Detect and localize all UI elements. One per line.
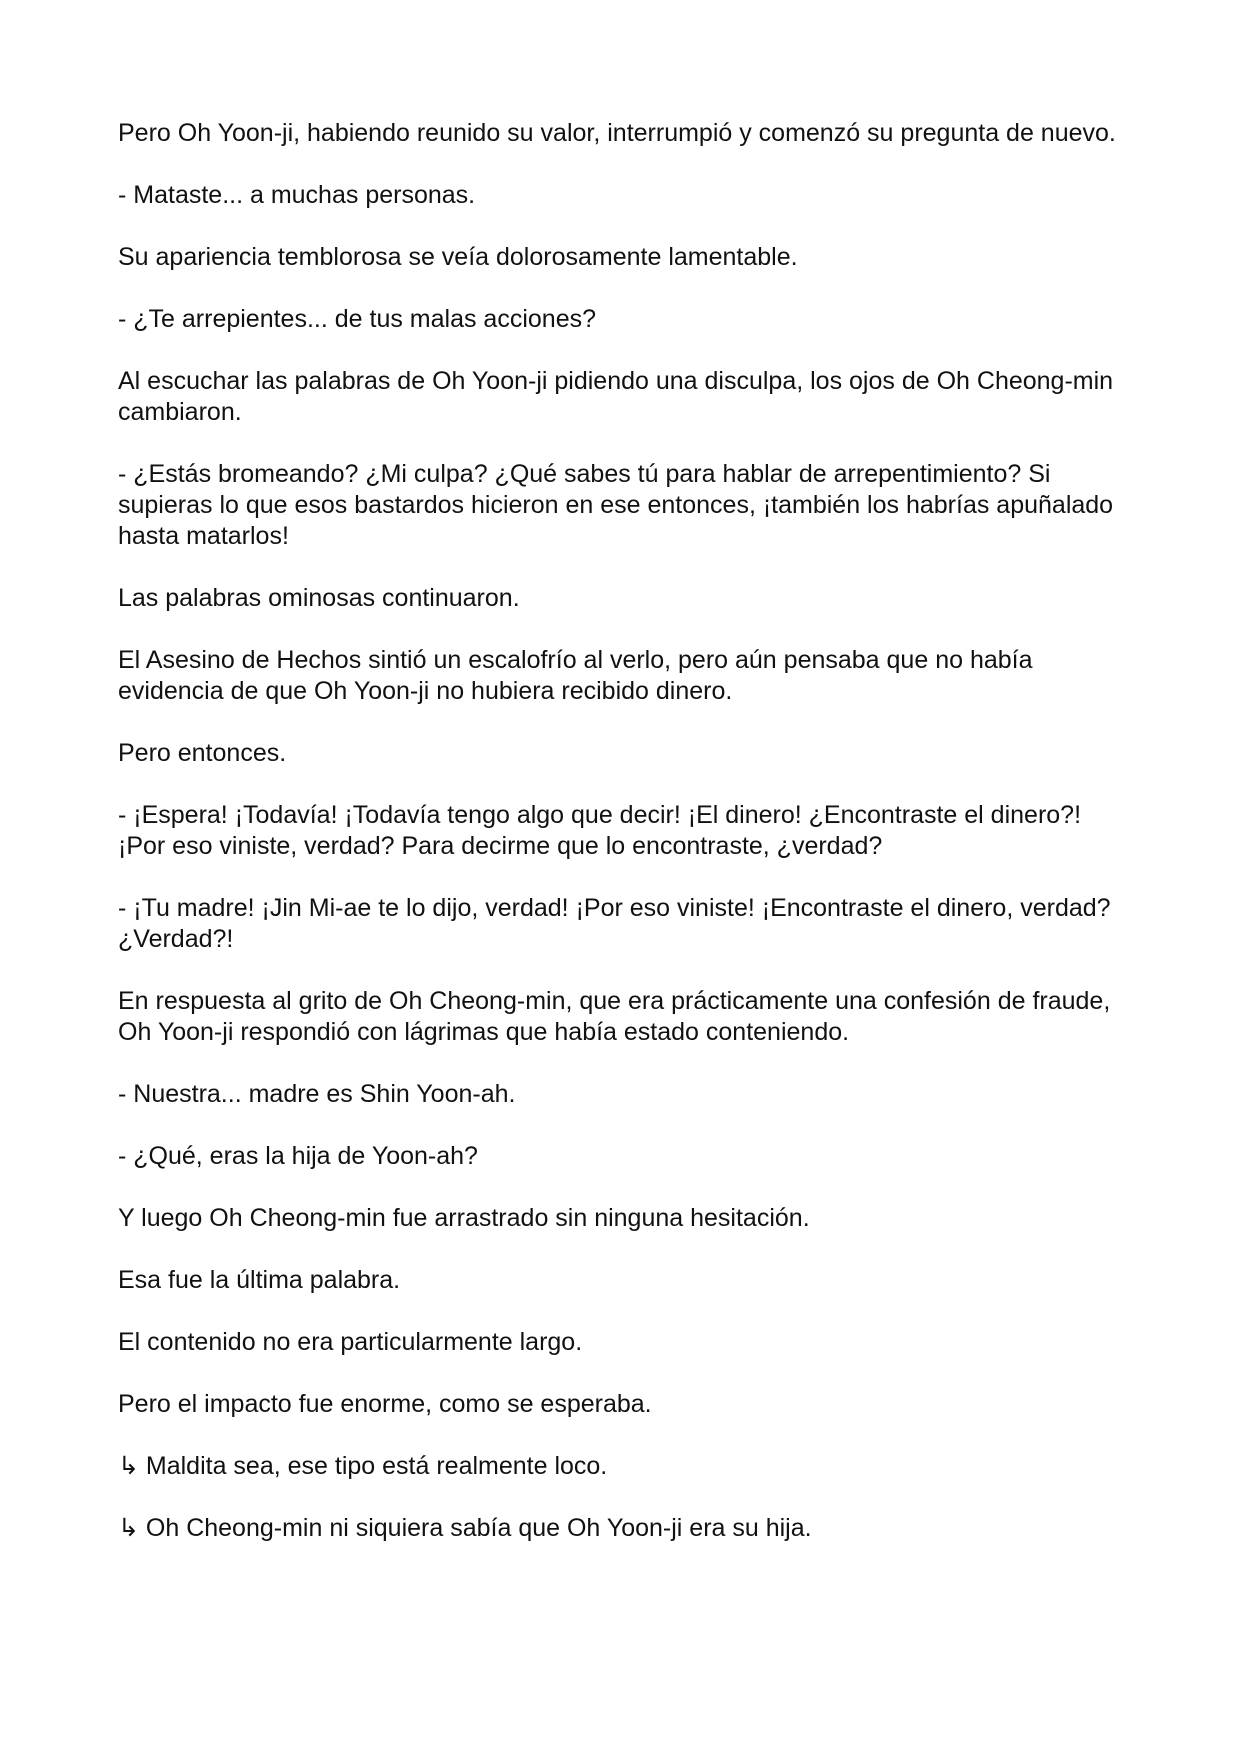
document-body [118,118,1128,1575]
paragraph: Esa fue la última palabra. [118,1266,401,1294]
paragraph: El Asesino de Hechos sintió un escalofrío al verlo, pero aún pensaba que no había evidencia de que Oh Yoon-ji no hubiera recibido dinero. [118,646,1033,705]
paragraph: - ¿Te arrepientes... de tus malas acciones? [118,305,597,333]
paragraph: ↳ Oh Cheong-min ni siquiera sabía que Oh Yoon-ji era su hija. [118,1514,812,1542]
paragraph: Las palabras ominosas continuaron. [118,584,520,612]
paragraph: - ¿Estás bromeando? ¿Mi culpa? ¿Qué sabes tú para hablar de arrepentimiento? Si supieras lo que esos bastardos hicieron en ese entonces, ¡también los habrías apuñalado hasta matarlos! [118,460,1114,550]
paragraph: Pero Oh Yoon-ji, habiendo reunido su valor, interrumpió y comenzó su pregunta de nuevo. [118,119,1116,147]
paragraph: ↳ Maldita sea, ese tipo está realmente loco. [118,1452,608,1480]
paragraph: Pero entonces. [118,739,287,767]
paragraph: - Mataste... a muchas personas. [118,181,476,209]
paragraph: En respuesta al grito de Oh Cheong-min, que era prácticamente una confesión de fraude, Oh Yoon-ji respondió con lágrimas que había estado conteniendo. [118,987,1111,1046]
paragraph: Y luego Oh Cheong-min fue arrastrado sin ninguna hesitación. [118,1204,810,1232]
paragraph: Al escuchar las palabras de Oh Yoon-ji pidiendo una disculpa, los ojos de Oh Cheong-min cambiaron. [118,367,1114,426]
paragraph: - ¡Tu madre! ¡Jin Mi-ae te lo dijo, verdad! ¡Por eso viniste! ¡Encontraste el dinero, verdad? ¿Verdad?! [118,894,1111,953]
paragraph: - ¡Espera! ¡Todavía! ¡Todavía tengo algo que decir! ¡El dinero! ¿Encontraste el dinero?! ¡Por eso viniste, verdad? Para decirme que lo encontraste, ¿verdad? [118,801,1082,860]
paragraph: - ¿Qué, eras la hija de Yoon-ah? [118,1142,478,1170]
paragraph: El contenido no era particularmente largo. [118,1328,583,1356]
paragraph: Su apariencia temblorosa se veía dolorosamente lamentable. [118,243,798,271]
paragraph: Pero el impacto fue enorme, como se esperaba. [118,1390,652,1418]
paragraph: - Nuestra... madre es Shin Yoon-ah. [118,1080,516,1108]
